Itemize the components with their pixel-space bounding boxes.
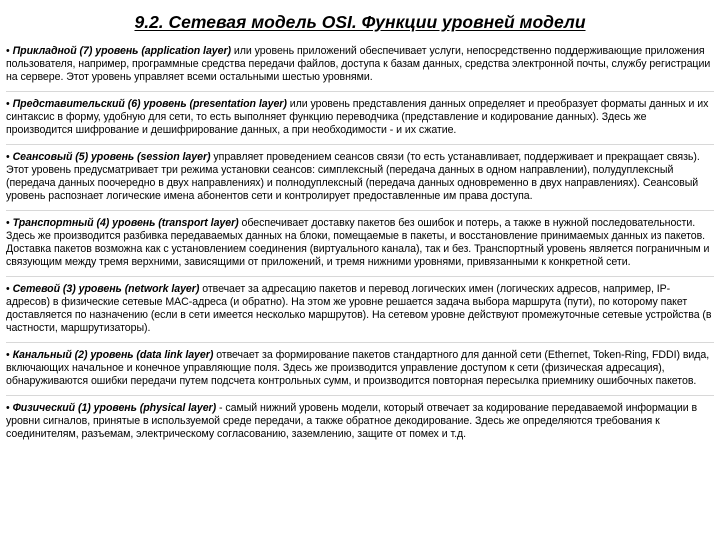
divider: [6, 91, 714, 92]
layer-name: Сетевой (3) уровень (network layer): [12, 283, 200, 295]
bullet: •: [6, 98, 10, 110]
layer-description: обеспечивает доставку пакетов без ошибок и потерь, а также в нужной последовательности. Здесь же производится разбивка передаваемых данных на блоки, помещаемые в пакеты, и восстановление принимаемых данных из пакетов. Доставка пакетов возможна как с установлением соединения (виртуального канала), так и без. Транспортный уровень является пограничным и связующим между тремя верхними, зависящими от приложений, и тремя нижними уровнями, привязанными к конкретной сети.: [6, 217, 710, 268]
paragraph-presentation-layer: [6, 98, 714, 137]
divider: [6, 144, 714, 145]
bullet: •: [6, 402, 10, 414]
layer-name: Сеансовый (5) уровень (session layer): [12, 151, 211, 163]
layer-name: Прикладной (7) уровень (application layer): [12, 45, 232, 57]
layer-description: или уровень представления данных определяет и преобразует форматы данных и их синтаксис в форму, удобную для сети, то есть выполняет функцию переводчика (представление и кодирование данных). Здесь же производится шифрование и дешифрирование данных, а при необходимости - и их сжатие.: [6, 98, 709, 136]
layer-name: Физический (1) уровень (physical layer): [12, 402, 217, 414]
divider: [6, 395, 714, 396]
bullet: •: [6, 45, 10, 57]
layer-description: управляет проведением сеансов связи (то есть устанавливает, поддерживает и прекращает связь). Этот уровень предусматривает три режима установки сеансов: симплексный (передача данных в одном направлении), полудуплексный (передача данных поочередно в двух направлениях) и полнодуплексный (передача данных одновременно в двух направлениях). Сеансовый уровень распознает логические имена абонентов сети и контролирует предоставленные им права доступа.: [6, 151, 700, 202]
bullet: •: [6, 151, 10, 163]
layer-description: - самый нижний уровень модели, который отвечает за кодирование передаваемой информации в уровни сигналов, принятые в используемой среде передачи, а также обратное декодирование. Здесь же определяются требования к соединителям, разъемам, электрическому согласованию, заземлению, защите от помех и т.д.: [6, 402, 698, 440]
paragraph-transport-layer: [6, 217, 714, 269]
paragraph-application-layer: [6, 45, 714, 84]
page-title: 9.2. Сетевая модель OSI. Функции уровней модели: [134, 12, 586, 32]
paragraph-data-link-layer: [6, 349, 714, 388]
paragraph-session-layer: [6, 151, 714, 203]
layer-description: отвечает за формирование пакетов стандартного для данной сети (Ethernet, Token-Ring, FDDI) вида, включающих начальное и конечное управляющие поля. Здесь же производится управление доступом к сети (физическая адресация), обнаруживаются ошибки передачи путем подсчета контрольных сумм, и производится повторная пересылка приемнику ошибочных пакетов.: [6, 349, 710, 387]
divider: [6, 210, 714, 211]
layer-description: отвечает за адресацию пакетов и перевод логических имен (логических адресов, например, IP-адресов) в физические сетевые MAC-адреса (и обратно). На этом же уровне решается задача выбора маршрута (пути), по которому пакет доставляется по назначению (если в сети имеется несколько маршрутов). На сетевом уровне действуют промежуточные сетевые устройства (в частности, маршрутизаторы).: [6, 283, 712, 334]
paragraph-network-layer: [6, 283, 714, 335]
bullet: •: [6, 283, 10, 295]
divider: [6, 276, 714, 277]
bullet: •: [6, 349, 10, 361]
layer-name: Канальный (2) уровень (data link layer): [12, 349, 214, 361]
content: [6, 45, 714, 448]
paragraph-physical-layer: [6, 402, 714, 441]
bullet: •: [6, 217, 10, 229]
layer-name: Представительский (6) уровень (presentation layer): [12, 98, 287, 110]
layer-description: или уровень приложений обеспечивает услуги, непосредственно поддерживающие приложения пользователя, например, программные средства передачи файлов, доступа к базам данных, средства электронной почты, службу регистрации на сервере. Этот уровень управляет всеми остальными шестью уровнями.: [6, 45, 711, 83]
divider: [6, 342, 714, 343]
layer-name: Транспортный (4) уровень (transport layer): [12, 217, 239, 229]
